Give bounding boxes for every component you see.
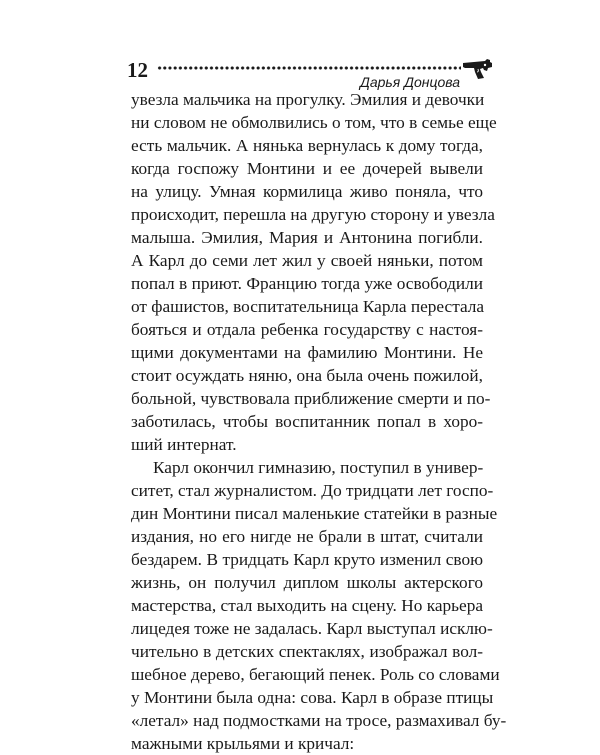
text-line: бояться и отдала ребенка государству с настоя-: [131, 320, 483, 339]
text-line: ни словом не обмолвились о том, что в семье еще: [131, 113, 497, 132]
text-line: чительно в детских спектаклях, изображал вол-: [131, 642, 483, 661]
text-line: малыша. Эмилия, Мария и Антонина погибли.: [131, 228, 483, 247]
text-line: у Монтини была одна: сова. Карл в образе птицы: [131, 688, 494, 707]
text-line: Карл окончил гимназию, поступил в универ-: [153, 458, 484, 477]
text-line: бездарем. В тридцать Карл круто изменил свою: [131, 550, 483, 569]
text-line: когда госпожу Монтини и ее дочерей вывели: [131, 159, 483, 178]
text-line: ший интернат.: [131, 435, 237, 454]
text-line: А Карл до семи лет жил у своей няньки, потом: [131, 251, 483, 270]
revolver-icon: [461, 58, 495, 80]
text-line: от фашистов, воспитательница Карла перестала: [131, 297, 485, 316]
text-line: есть мальчик. А нянька вернулась к дому тогда,: [131, 136, 483, 155]
text-line: лицедея тоже не задалась. Карл выступал исклю-: [131, 619, 493, 638]
paragraph: [131, 456, 507, 755]
text-line: происходит, перешла на другую сторону и увезла: [131, 205, 495, 224]
book-text: [131, 88, 507, 755]
running-head-author: Дарья Донцова: [360, 74, 461, 90]
dotted-rule: [157, 66, 461, 70]
text-line: издания, но его нигде не брали в штат, считали: [131, 527, 483, 546]
text-line: щими документами на фамилию Монтини. Не: [131, 343, 483, 362]
text-line: попал в приют. Францию тогда уже освободили: [131, 274, 483, 293]
text-line: ситет, стал журналистом. До тридцати лет госпо-: [131, 481, 494, 500]
text-line: увезла мальчика на прогулку. Эмилия и девочки: [131, 90, 485, 109]
text-line: шебное дерево, бегающий пенек. Роль со словами: [131, 665, 500, 684]
text-line: мажными крыльями и кричал:: [131, 734, 355, 753]
text-line: больной, чувствовала приближение смерти и по-: [131, 389, 491, 408]
text-line: мастерства, стал выходить на сцену. Но карьера: [131, 596, 483, 615]
text-line: дин Монтини писал маленькие статейки в разные: [131, 504, 498, 523]
text-line: заботилась, чтобы воспитанник попал в хоро-: [131, 412, 483, 431]
text-line: «летал» над подмостками на тросе, размахивал бу-: [131, 711, 507, 730]
text-line: жизнь, он получил диплом школы актерского: [131, 573, 483, 592]
page-number: 12: [127, 58, 148, 82]
text-line: стоит осуждать няню, она была очень пожилой,: [131, 366, 483, 385]
text-line: на улицу. Умная кормилица живо поняла, что: [131, 182, 483, 201]
paragraph: [131, 88, 497, 456]
